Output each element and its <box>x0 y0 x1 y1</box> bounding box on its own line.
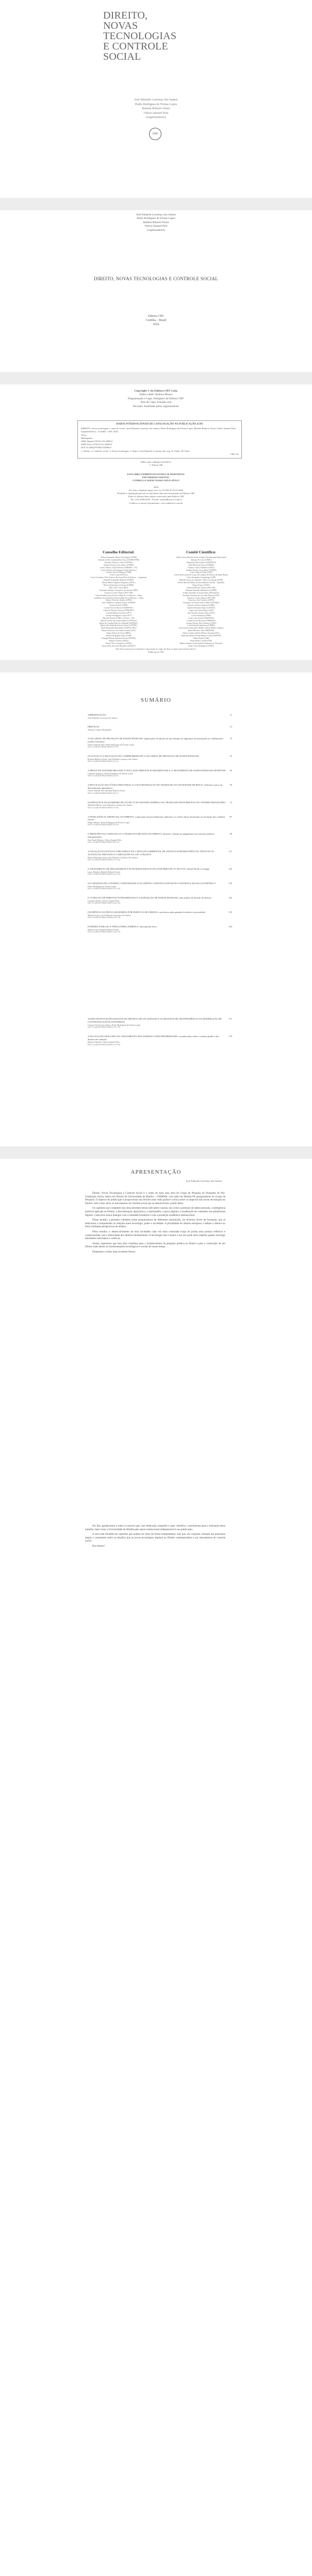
toc-entry-page: 111 <box>228 850 232 853</box>
board-member: Fernando Antônio Gonçalves Alcoforado (IPB) <box>100 589 138 591</box>
toc-entry-author: Gabriela Nogueira, Pedro Rodrigues de Freitas Lopes <box>88 772 133 775</box>
board-member: João Adalberto Campato Junior (UNESP) <box>102 602 136 604</box>
presentation-heading: APRESENTAÇÃO <box>130 1169 182 1175</box>
board-member: Elione Maria Nogueira Diogenes (UFAL) <box>102 582 136 584</box>
presentation-body-continued <box>85 1524 225 1550</box>
paragraph: Direito, Novas Tecnologias e Controle Social é o nome de mais uma obra do Grupo de Pesquisa do Programa de Pós-Graduação Stricto Sensu em Direito da Universidade de Marília – UNIMAR, com sede em Marília-SP, pesquisadores do Grupo de Pesquisa. O objetivo da publicação é proporcionar aos leitores uma visão global e crítica sobre os impactos das novas tecnologias no Direito, bem como sobre os mecanismos de controle social que se desenvolvem a partir delas. <box>85 1192 225 1205</box>
publisher-page <box>0 308 312 372</box>
committee-member: Jorge Luiz Souto Maior (USP) <box>189 609 214 612</box>
page-separator <box>0 660 312 672</box>
toc-entry[interactable] <box>88 714 232 719</box>
paragraph: Pelos estudos, o desenvolvimento de uma sociedade cada vez mais conectada exige do jurista uma postura reflexiva e comprometida com a efetividade dos direitos fundamentais. A tecnologia não é neutra e seu uso pode tanto ampliar quanto restringir liberdades individuais e coletivas. <box>85 1230 225 1241</box>
board-member: Carlos Alberto Vilar Estêvão (UMINHO – PT) <box>100 566 138 569</box>
board-member: Simone Rodrigues Pinto (UNB) <box>106 635 132 637</box>
copyright-credits: Copyright © da Editora CRV Ltda. Editor-chefe: Railson Moura Diagramação e Capa: Designers da Editora CRV Arte de Capa: Freepik.com Revisão: Analisado pelos organizadores <box>128 389 184 408</box>
toc-entry-title: ETHOBIO JUDICIAL E INFECUINHIA JURÍDICA: uma questão ética <box>88 925 157 928</box>
toc-entry-title: OS SOCIAL E A APLICAÇÃO DO COMPROMISSO DE A LEI GERAL DE PROTEÇÃO DE DADOS PESSOAIS <box>88 754 199 757</box>
committee-member: David Sánchez Rubio (Universidad de Sevilla – Espanha) <box>177 582 224 584</box>
toc-entry[interactable] <box>88 725 232 731</box>
toc-entry-title-row <box>88 868 232 871</box>
board-member: Carlos Federico Dominguez Avila (Unieuro) <box>101 569 137 571</box>
toc-entry-page: 155 <box>228 910 232 913</box>
copyright-footer: ESTA OBRA TAMBÉM ENCONTRA-SE DISPONÍVEL EM FORMATO DIGITAL. CONHEÇA E BAIXE NOSSO APLICATIVO! 2024 Foi feito o depósito legal conf. Lei 10.994 de 14/12/2004 Proibida a reprodução parcial ou total desta obra sem autorização da Editora CRV Todos os direitos desta edição reservados pela Editora CRV Tel.: (41) 3039-6418 - E-mail: sac@editoracrv.com.br Conheça os nossos lançamentos: www.editoracrv.com.br <box>117 473 195 504</box>
committee-member: Fernando Antônio de Carvalho Dantas (UFG) <box>183 594 220 597</box>
toc-entry-doi: DOI: 10.24824/978652510000.0.15-30 <box>88 745 119 748</box>
toc-entry-page: 179 <box>228 1035 232 1038</box>
cover-authors: José Eduardo Lourenço dos Santos Pedro Rodrigues de Freitas Lopes Rafaela Roberti Orsini Otávio Samuel Pelu (organizadores) <box>134 98 178 120</box>
committee-member: Luis Fernando Sgarbossa (UFMS) <box>187 624 215 627</box>
committee-member: Janaína Machado Sturza (UNIJUÍ) <box>187 607 216 609</box>
toc-entry-title: AS RECONSTITUIÇÕES DIGITAIS DO PROJETO DE LEI 2630/2020 E OS DESAFIOS DE TRANSPARÊNCIA NA MODERAÇÃO DE CONTEÚDOS NAS PLATAFORMAS <box>88 1018 222 1023</box>
half-title: DIREITO, NOVAS TECNOLOGIAS E CONTROLE SOCIAL <box>93 276 219 281</box>
committee-member: Gustavo Silveira Siqueira (UERJ) <box>187 604 215 607</box>
board-member: Antônio Pereira Gaio Júnior (UFRRJ) <box>103 564 134 566</box>
toc-entry-title: A FALÁCIA DO DESCUIDO NO TRATAMENTO DOS ANIMAIS COMO PROPRIEDADE: considerações sobre o sistema jurídico dos direitos dos animais <box>88 1035 219 1041</box>
page-separator <box>0 1146 312 1159</box>
toc-entry-author: José Eduardo Lourenço dos Santos <box>88 716 118 719</box>
board-member: Solange Helena Ximenes-Rocha (UFOPA) <box>101 637 136 639</box>
scientific-committee-title: Comitê Científico: <box>186 550 217 554</box>
toc-entry-author: Felipe Moraes, Pedro Rodrigues de Freitas Lopes <box>88 821 130 824</box>
blank-page-area <box>0 1839 312 2576</box>
board-member: Celso Conti (UFSCar) <box>109 574 128 577</box>
toc-entry-doi: DOI: 10.24824/978652510000.0.111-124 <box>88 858 120 861</box>
toc-entry-page: 163 <box>228 925 232 928</box>
toc-entry[interactable] <box>88 784 232 795</box>
committee-member: Adriano Ferreira (UFMG) <box>190 558 212 561</box>
toc-entry-doi: DOI: 10.24824/978652510000.0.145-154 <box>88 902 121 904</box>
committee-member: Maria Cristina Vidotte Blanco Tárrega (UFG) <box>183 632 220 635</box>
board-member: Aldira Guimarães Duarte Domínguez (UNB) <box>100 556 137 558</box>
board-member: Maria Cristina dos Santos Bezerra (UFSCar) <box>101 619 137 622</box>
toc-entry[interactable] <box>88 833 232 844</box>
toc-entry[interactable] <box>88 737 232 749</box>
toc-entry-page: 125 <box>228 867 232 870</box>
toc-entry-title-row <box>88 769 232 772</box>
page-separator <box>0 372 312 384</box>
half-title-authors: José Eduardo Lourenço dos Santos Pedro Rodrigues de Freitas Lopes Rafaela Roberti Orsini Otávio Samuel Pelu (organizadores) <box>136 213 176 232</box>
presentation-page <box>0 1159 312 1519</box>
board-member: Maria de Lourdes Pinto de Almeida (UNOESC) <box>99 622 138 624</box>
toc-entry-title-row <box>88 816 232 822</box>
toc-entry[interactable] <box>88 816 232 827</box>
toc-entry-page: 13 <box>229 725 232 728</box>
committee-member: Nalim Brasil (UnB) <box>193 637 209 639</box>
toc-entry-title: APRESENTAÇÃO <box>88 714 106 716</box>
toc-entry-title-row <box>88 784 232 790</box>
paragraph: Boa leitura! <box>92 1544 105 1548</box>
toc-list <box>88 714 232 940</box>
toc-entry-author: Matheus Ribeiro, José Eduardo Lourenço dos Santos <box>88 804 133 807</box>
paragraph: Os capítulos que compõem esta obra abordam temas relevantes e atuais, tais como a proteção de dados pessoais, a inteligência artificial aplicada ao Direito, a discriminação algorítmica, o teletrabalho, a prova digital e a moderação de conteúdos nas plataformas digitais. Cada texto busca dialogar com a realidade brasileira e com a produção acadêmica internacional. <box>85 1207 225 1217</box>
paragraph: Por fim, agradecemos a todos os autores que, com dedicação, empenho e rigor científico, contribuíram para a realização deste trabalho, bem como à Universidade de Marília pelo apoio institucional indispensável à sua publicação. <box>85 1524 225 1531</box>
toc-entry-title: A ATUAÇÃO DA POLÍCIA JUDICIÁRIA E DA CAPTAÇÃO AMBIENTAL DE SINAIS ELETROMAGNÉTICOS, ÓPTICOS OU ACÚSTICOS: PREVISÃO E LIMITAÇÕES NA LEI 13.964/2019 <box>88 850 214 856</box>
toc-entry-author: Rafaela Roberti Orsini, José Eduardo Lourenço dos Santos <box>88 757 138 760</box>
toc-entry-title: PREFÁCIO <box>88 725 100 728</box>
paragraph: Assim, esperamos que esta obra contribua para o fortalecimento da pesquisa jurídica no Brasil e para a construção de um Direito mais atento às transformações tecnológicas e sociais do nosso tempo. <box>85 1242 225 1249</box>
toc-entry-doi: DOI: 10.24824/978652510000.0.87-98 <box>88 824 119 826</box>
committee-member: Felipe Chiarello de Souza Pinto (Mackenzie) <box>183 591 220 594</box>
toc-entry-title-row <box>88 833 232 839</box>
board-member: Carmen Tereza Velanga (UNIR) <box>105 571 132 574</box>
committee-member: Antônio Carlos Wolkmer (UFSC) <box>187 566 215 569</box>
toc-entry-title: O CONFLITO DE DIREITOS FUNDAMENTAIS E A EXPOSIÇÃO DE DADOS PESSOAIS: uma análise da decisão de direitos <box>88 896 211 899</box>
publisher-logo: CRV <box>149 128 161 140</box>
toc-entry-title: O TRATAMENTO DE IMAGINÁRIOS E ESTIGMATIZADOS NA PLATAFORMA DE TV DO ETS: Global Words of change <box>88 867 210 870</box>
board-member: Marcelo Paixão (UFRJ e UTexas – US) <box>103 617 135 619</box>
committee-member: Adilson José Moreira (Universidade Presbiteriana Mackenzie) <box>176 556 226 558</box>
copyright-page <box>0 384 312 547</box>
toc-entry-title-row <box>88 714 232 717</box>
toc-entry-title: OS CIDADÃOS DE GOVERNO COMUNIDADE E OS LIMITES CONSTITUCIONAIS DO CONTROLE SOCIAL ELETRÔNICO <box>88 882 216 885</box>
table-of-contents-continued <box>0 1012 312 1146</box>
board-member: Jailson Alves dos Santos (UFRJ) <box>105 599 132 602</box>
toc-entry-title-row <box>88 755 232 758</box>
committee-member: Carlos Alberto Bittar (USP) <box>190 571 212 574</box>
committee-member: Francisco Carlos Duarte (PUC-PR) <box>187 597 216 599</box>
toc-entry[interactable] <box>88 755 232 763</box>
toc-entry[interactable] <box>88 896 232 905</box>
toc-entry[interactable] <box>88 868 232 876</box>
editorial-board-page <box>0 547 312 653</box>
toc-entry-doi: DOI: 10.24824/978652510000.0.171-178 <box>88 1026 121 1028</box>
toc-entry-doi: DOI: 10.24824/978652510000.0.73-86 <box>88 806 119 809</box>
toc-entry-title-row <box>88 850 232 856</box>
toc-entry-doi: DOI: 10.24824/978652510000.0.125-134 <box>88 873 121 875</box>
committee-member: Martonio Mont'Alverne Barreto Lima (UNIFOR) <box>181 635 221 637</box>
toc-entry-title-row <box>88 1018 232 1024</box>
toc-entry[interactable] <box>88 769 232 777</box>
toc-entry-title-row <box>88 725 232 728</box>
toc-entry-title: OS REFLEXOS DA PANDEMIA DE COVID-19 NO SISTEMA JURÍDICO NO TRABALHO EM DOMICÍLIO NO CENÁRIO BRASILEIRO <box>88 801 226 804</box>
toc-entry-page: 99 <box>229 833 232 836</box>
toc-entry-doi: DOI: 10.24824/978652510000.0.45-58 <box>88 774 119 777</box>
toc-entry[interactable] <box>88 925 232 934</box>
board-member: Lourdes Helena da Silva (UFV) <box>106 612 132 614</box>
toc-entry[interactable] <box>88 1035 232 1046</box>
toc-entry-doi: DOI: 10.24824/978652510000.0.59-72 <box>88 792 119 794</box>
board-member: Paulo Romualdo Hernandes (UNIFAL-MG) <box>101 627 137 630</box>
committee-member: Allan Rocha de Souza (UFRRJ) <box>188 564 214 566</box>
committee-member: Rubén Sánchez (Universidad Autónoma de Tlaxcala) <box>179 642 223 645</box>
toc-entry-page: 59 <box>229 783 232 786</box>
committee-member: Eduardo Ramalho Rabenhorst (UFPB) <box>185 589 217 591</box>
board-member: Leonel Severo Rocha (UNISINOS) <box>104 607 133 609</box>
committee-member: Liziane Paixão Silva Oliveira (UNIT) <box>186 622 217 624</box>
board-member: Eduardo Fernandes Barbosa (UFMG) <box>103 579 134 582</box>
board-member: Francisco Carlos Duarte (PUC-PR) <box>104 591 133 594</box>
toc-entry-title: O PRINCÍPIO DA CONFIANÇA E A TEORIA DA DECISÃO DO DIREITO: desafios e limites do julgamento em sistemas jurídicos informatizados <box>88 833 215 839</box>
committee-member: Alessandra Marconatto (UNISINOS) <box>186 561 216 564</box>
presentation-page-continued <box>0 1519 312 1839</box>
toc-entry-doi: DOI: 10.24824/978652510000.0.155-162 <box>88 916 121 919</box>
toc-entry-page: 135 <box>228 882 232 885</box>
table-of-contents <box>0 672 312 1012</box>
committee-member: Saulo Tarso Rodrigues (UFMT) <box>188 645 214 647</box>
committee-member: Larissa Ramina (UFPR) <box>191 614 211 617</box>
board-member: Maria Lília Imbiriba Sousa Colares (UFOPA) <box>100 624 137 627</box>
toc-entry-author: Laura Mendes, Rafaela Roberti Orsini <box>88 870 120 873</box>
toc-entry-title-row <box>88 896 232 900</box>
toc-entry-doi: DOI: 10.24824/978652510000.0.179-182 <box>88 1043 121 1046</box>
toc-entry-doi: DOI: 10.24824/978652510000.0.163-170 <box>88 930 121 933</box>
board-member: Lídia de Oliveira Xavier (UNIEURO) <box>103 609 134 612</box>
board-member: Luciano Rodrigues Costa (UFV) <box>105 614 132 617</box>
presentation-author: José Eduardo Lourenço dos Santos <box>186 1180 222 1183</box>
editorial-board-title: Conselho Editorial: <box>103 550 135 554</box>
toc-entry[interactable] <box>88 911 232 919</box>
committee-member: Luiz Gustavo Gonçalves Ribeiro (Dom Helder Câmara) <box>178 627 224 630</box>
board-member: Renato Francisco dos Santos Paula (UFG) <box>102 630 136 632</box>
toc-entry-page: 31 <box>229 754 232 757</box>
board-footer: Este livro passou por avaliação e aprovação às cegas de dois ou mais pareceristas ad hoc. Publicações CRV <box>116 648 196 653</box>
committee-member: Maria Berenice Dias (IBDFAM) <box>188 630 215 632</box>
toc-entry-title: INCIDÊNCIA NA PROVA ADQUIRIDA POR PARTICULAR URBANA: uma busca pela garantia do direito à privacidade <box>88 910 205 913</box>
committee-member: Francisco José Cardoso (UFPE) <box>188 599 214 602</box>
paragraph: A obra está dividida em capítulos que podem ser lidos de forma independente, mas que, em conjunto, formam um panorama amplo e consistente sobre os desafios que as novas tecnologias impõem ao Direito contemporâneo e aos mecanismos de controle social. <box>85 1533 225 1543</box>
board-member: Josania Portela (UFPI) <box>109 604 128 607</box>
catalog-index: Índice para catálogo sistemático 1. Direito 340 <box>140 461 172 467</box>
committee-member: Cássio Benvenutti de Castro (Faculdade de Direito de Santa Maria) <box>174 574 228 577</box>
paragraph: Nesse sentido, a presente coletânea reúne pesquisadores de diferentes instituições, em diversos níveis de formação, que se dedicaram a compreender as relações entre tecnologia, poder e sociedade. A pluralidade de olhares enriquece o debate e oferece ao leitor múltiplas perspectivas de análise. <box>85 1218 225 1229</box>
cataloging-box: DADOS INTERNACIONAIS DE CATALOGAÇÃO NA PUBLICAÇÃO (CIP) DIREITO, novas tecnologias e controle social / José Eduardo Lourenço dos Santos, Pedro Rodrigues de Freitas Lopes, Rafaela Roberti Orsini, Otávio Samuel Pelu (organizadores) – Curitiba : CRV, 2024. 182 p. Bibliografia ISBN Digital 978-65-251-0000-0 ISBN Físico 978-65-251-0000-0 DOI 10.24824/978652510000.0 1. Direito. 2. Controle social. 3. Novas tecnologias. I. Santos, José Eduardo Lourenço dos. org. II. Título. III. Série. CDU 34 <box>77 420 242 459</box>
toc-entry-page: 73 <box>229 801 232 804</box>
committee-member: Celso Fernandes Campilongo (USP) <box>186 577 216 579</box>
board-member: Guillermo Arias Beatón (Universidade de La Havana – Cuba) <box>93 597 144 599</box>
board-member: Andréia da Silva Quintanilha Sousa (UNIR/UFRN) <box>97 558 140 561</box>
toc-entry-author: Rafael Costa, Rafaela Roberti Orsini <box>88 928 119 931</box>
board-member: Élsio José Corá (UFFS) <box>109 586 128 589</box>
committee-member: Diego Fontes (UNIT) <box>192 584 210 586</box>
toc-entry-doi: DOI: 10.24824/978652510000.0.31-44 <box>88 760 119 762</box>
toc-entry-author: Beatriz Almeida, Otávio Samuel Pelu <box>88 1041 120 1044</box>
committee-member: Eduardo Biacchi Gomes (PUC-PR) <box>187 586 216 589</box>
toc-list-continued <box>88 1018 232 1053</box>
toc-entry-page: 87 <box>229 815 232 818</box>
board-member: Cesar Gerónimo Tello (Univer. Nacional Três de Febrero – Argentina) <box>90 577 147 579</box>
half-title-page <box>0 210 312 308</box>
presentation-body <box>85 1192 225 1256</box>
toc-heading: SUMÁRIO <box>140 697 172 703</box>
toc-entry-author: Otávio Samuel Pelu, Rafaela Roberti Orsini <box>88 789 125 792</box>
toc-entry-page: 11 <box>229 714 232 716</box>
toc-entry-author: Alfonso Cabrera Hernández <box>88 728 111 731</box>
toc-entry-title-row <box>88 737 232 743</box>
book-title: DIREITO, NOVAS TECNOLOGIAS E CONTROLE SOCIAL <box>103 10 177 62</box>
toc-entry-author: Bruno Henrique Souza, José Eduardo Lourenço dos Santos <box>88 856 138 859</box>
committee-member: Leonel Severo Rocha (UNISINOS) <box>187 619 216 622</box>
toc-entry[interactable] <box>88 850 232 861</box>
board-member: Sérgio Nunes de Jesus (IFRO) <box>106 632 131 635</box>
board-member: Sydione Santos (UEPG) <box>109 639 128 642</box>
toc-entry-title: A PROVA DE TESTEMUNHA SOB A ÓTICA DOS DIREITOS FUNDAMENTAIS E O TRATAMENTO DE DADOS PESSOAIS SENSÍVEIS <box>88 769 226 772</box>
toc-entry-page: 171 <box>228 1018 232 1020</box>
toc-entry-title: A REVOLUÇÃO DA CÔLHA INDUSTRIAL E A ELETRONIZAÇÃO DO TRABALHO NA SOCIEDADE DE RISCO: reflexões acerca da discriminação algorítmica <box>88 783 222 789</box>
toc-entry[interactable] <box>88 1018 232 1029</box>
toc-entry-page: 45 <box>229 769 232 772</box>
committee-member: José Querino Tavares Neto (UFG) <box>187 612 215 614</box>
cover-page <box>0 0 312 198</box>
toc-entry-doi: DOI: 10.24824/978652510000.0.135-144 <box>88 887 121 890</box>
paragraph: Desejamos a todos uma excelente leitura. <box>92 1250 136 1253</box>
toc-entry-author: Mariana Lopes, José Eduardo Lourenço dos Santos <box>88 913 132 917</box>
committee-member: Georgenor de Sousa Franco Filho (UNAMA) <box>183 602 220 604</box>
toc-entry[interactable] <box>88 801 232 809</box>
toc-entry-title-row <box>88 911 232 914</box>
committee-member: Lenio Luiz Streck (UNISINOS) <box>188 617 214 619</box>
toc-entry-author: Pedro Rodrigues de Freitas Lopes <box>88 885 117 888</box>
toc-entry-author: Carolina Duarte, Otávio Samuel Pelu <box>88 899 120 902</box>
toc-entry-title-row <box>88 882 232 885</box>
toc-entry-page: 15 <box>229 737 232 740</box>
toc-entry-author: Otávio Samuel Pelu, Pedro Rodrigues de Freitas Lopes <box>88 743 135 746</box>
board-member: Elizeu Clementino de Souza (UNEB) <box>103 584 134 586</box>
page-separator <box>0 198 312 210</box>
committee-member: Danielle Souza de Andrade e Silva Cavalcanti (UFPE) <box>179 579 223 582</box>
toc-entry-title: A INTELIGÊNCIA ARTIFICIAL NO DIREITO: a aplicação em procedimentos judiciais e os efeitos desta ferramenta na resolução dos conflitos sociais <box>88 815 225 821</box>
toc-entry-title-row <box>88 925 232 928</box>
board-member: Tadeu Oliver Gonçalves (UFPA) <box>105 642 132 645</box>
board-member: Gloria Fariñas León (Universidade de La Havana – Cuba) <box>95 594 142 597</box>
board-member: Tania Suely Azevedo Brasileiro (UFOPA) <box>102 645 136 647</box>
board-member: Anselmo Alencar Colares (UFOPA) <box>104 561 133 564</box>
scientific-committee <box>150 550 253 648</box>
toc-entry-doi: DOI: 10.24824/978652510000.0.99-110 <box>88 841 120 844</box>
toc-entry-title: A LEI GERAL DE PROTEÇÃO DE DADOS PESSOAIS: implicações da adoção de um enfoque de segurança da informação no ordenamento jurídico brasileiro <box>88 737 223 743</box>
toc-entry-page: 145 <box>228 896 232 899</box>
toc-entry[interactable] <box>88 882 232 890</box>
committee-member: Antônio Pereira Gaio Júnior (UFRRJ) <box>186 569 217 571</box>
committee-member: Paulo Borba Casella (USP) <box>190 639 212 642</box>
publisher-info: Editora CRV Curitiba – Brasil 2024 <box>145 315 167 326</box>
toc-entry-author: Ana Paula Martins, Otávio Samuel Pelu <box>88 838 122 841</box>
toc-entry-author: Gustavo Pereira dos Santos, Pedro Rodrigues de Freitas Lopes <box>88 1023 141 1026</box>
